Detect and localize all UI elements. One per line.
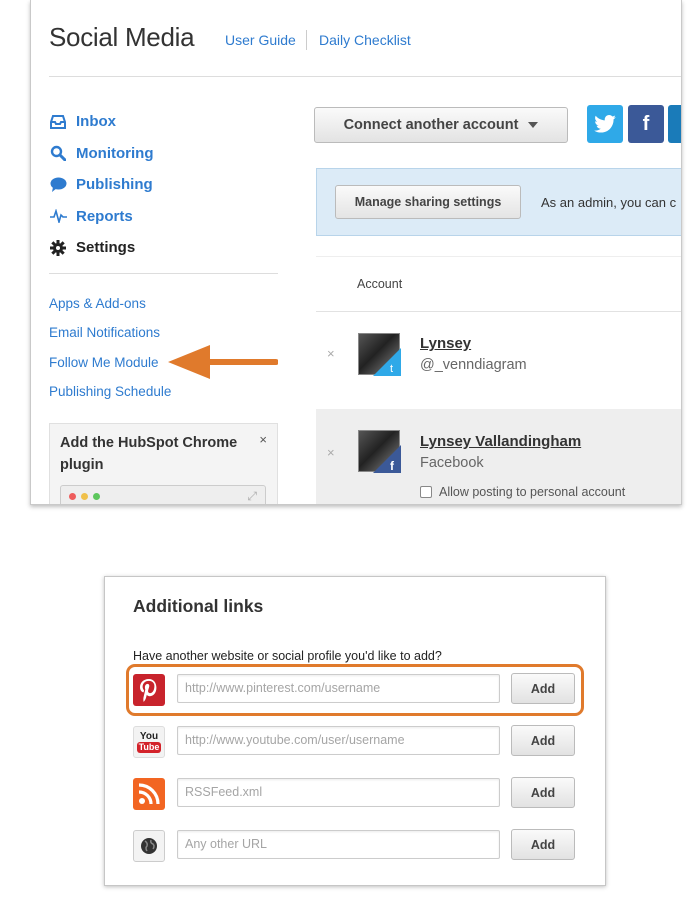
pinterest-icon [133, 674, 165, 706]
admin-banner-text: As an admin, you can c [541, 195, 677, 210]
additional-links-title: Additional links [133, 596, 264, 616]
speech-bubble-icon [49, 176, 67, 194]
add-rss-button[interactable]: Add [511, 777, 575, 808]
green-dot-icon [93, 493, 100, 500]
pulse-icon [49, 207, 67, 225]
link-row-rss [133, 777, 577, 811]
search-icon [49, 144, 67, 162]
sidebar-divider [49, 273, 278, 274]
account-handle: @_venndiagram [420, 357, 527, 373]
resize-icon: ⤢ [247, 489, 257, 503]
accounts-table-header [316, 256, 682, 312]
add-other-url-button[interactable]: Add [511, 829, 575, 860]
link-row-other-url [133, 829, 577, 863]
admin-sharing-banner [316, 168, 682, 236]
youtube-icon [133, 726, 165, 758]
pinterest-url-input[interactable]: http://www.pinterest.com/username [177, 674, 500, 703]
sidebar-item-monitoring[interactable] [49, 138, 153, 170]
sidebar-item-label: Settings [76, 239, 136, 257]
orange-arrow-annotation [168, 342, 278, 387]
link-row-pinterest [133, 673, 577, 707]
close-icon[interactable]: × [259, 432, 267, 447]
youtube-icon-text: You [139, 730, 159, 742]
other-url-input[interactable]: Any other URL [177, 830, 500, 859]
allow-personal-posting-checkbox[interactable] [420, 485, 625, 499]
browser-window-thumbnail [60, 485, 266, 505]
account-name-link[interactable]: Lynsey [420, 335, 472, 352]
checkbox-label: Allow posting to personal account [439, 485, 626, 499]
rss-feed-input[interactable]: RSSFeed.xml [177, 778, 500, 807]
settings-subnav [49, 294, 171, 411]
account-column-header: Account [357, 277, 403, 291]
sidebar-item-label: Monitoring [76, 144, 154, 162]
globe-icon [133, 830, 165, 862]
sidebar-item-reports[interactable] [49, 201, 153, 233]
user-guide-link[interactable]: User Guide [225, 32, 296, 48]
table-row [316, 409, 682, 505]
chrome-plugin-promo [49, 423, 278, 505]
facebook-icon[interactable]: f [628, 105, 664, 143]
sidebar-item-label: Reports [76, 207, 133, 225]
twitter-icon[interactable] [587, 105, 623, 143]
table-row [316, 313, 682, 409]
inbox-icon [49, 113, 67, 131]
facebook-badge-icon: f [390, 459, 394, 473]
remove-account-icon[interactable]: × [327, 346, 335, 361]
subnav-email-notifications[interactable]: Email Notifications [49, 325, 161, 341]
header-divider [306, 30, 307, 50]
link-row-youtube [133, 725, 577, 759]
checkbox[interactable] [420, 486, 432, 498]
sidebar-item-label: Publishing [76, 176, 153, 194]
header-divider-line [49, 76, 681, 77]
yellow-dot-icon [81, 493, 88, 500]
rss-icon [133, 778, 165, 810]
page-title: Social Media [49, 22, 195, 52]
youtube-icon-text: Tube [138, 741, 160, 752]
account-network: Facebook [420, 455, 484, 471]
daily-checklist-link[interactable]: Daily Checklist [319, 32, 411, 48]
subnav-publishing-schedule[interactable]: Publishing Schedule [49, 383, 172, 399]
add-youtube-button[interactable]: Add [511, 725, 575, 756]
additional-links-question: Have another website or social profile you'd like to add? [133, 649, 442, 663]
manage-sharing-settings-button[interactable]: Manage sharing settings [335, 185, 521, 219]
sidebar-item-inbox[interactable] [49, 106, 153, 138]
additional-links-panel [104, 576, 606, 886]
connect-account-button[interactable] [314, 107, 568, 143]
linkedin-icon[interactable] [668, 105, 682, 143]
social-media-settings-panel [30, 0, 682, 505]
twitter-badge-icon: t [390, 363, 394, 375]
chrome-promo-title: Add the HubSpot Chrome plugin [60, 435, 238, 473]
youtube-url-input[interactable]: http://www.youtube.com/user/username [177, 726, 500, 755]
gear-icon [49, 239, 67, 257]
connect-account-label: Connect another account [343, 117, 519, 133]
red-dot-icon [69, 493, 76, 500]
subnav-follow-me-module[interactable]: Follow Me Module [49, 354, 159, 370]
sidebar-item-publishing[interactable] [49, 169, 153, 201]
account-name-link[interactable]: Lynsey Vallandingham [420, 433, 582, 450]
remove-account-icon[interactable]: × [327, 445, 335, 460]
add-pinterest-button[interactable]: Add [511, 673, 575, 704]
sidebar-item-label: Inbox [76, 113, 116, 131]
avatar [358, 333, 400, 375]
avatar [358, 430, 400, 472]
subnav-apps-addons[interactable]: Apps & Add-ons [49, 296, 146, 311]
sidebar-item-settings[interactable] [49, 232, 153, 264]
sidebar-nav [49, 106, 153, 264]
caret-down-icon [528, 122, 538, 128]
